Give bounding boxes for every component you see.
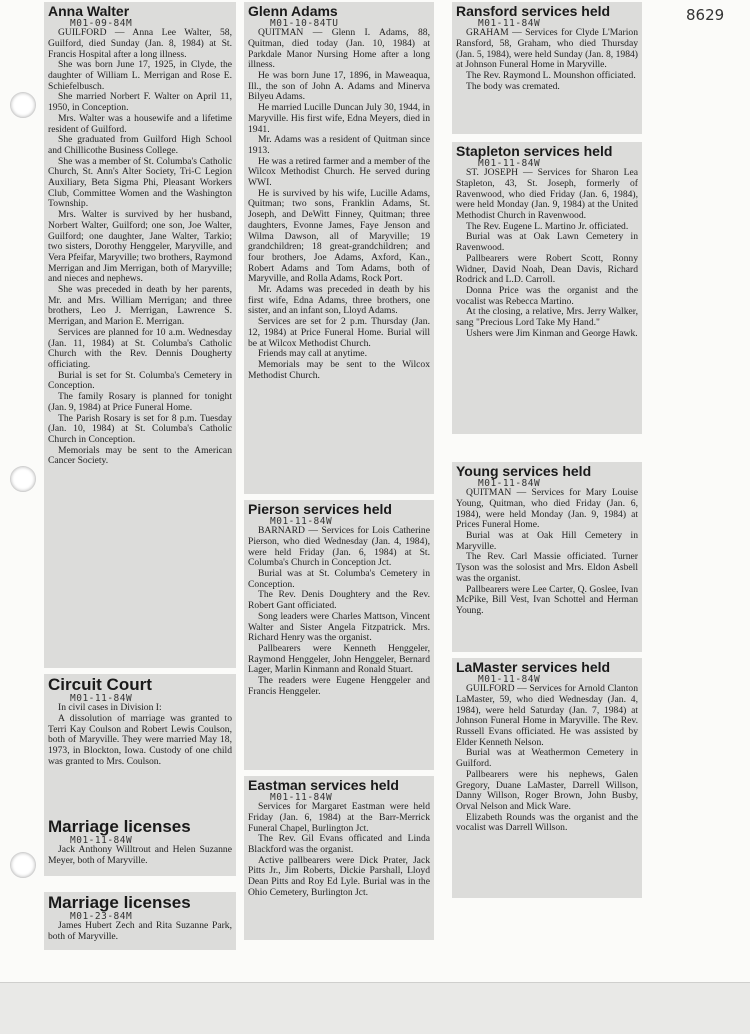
punch-hole [10,466,36,492]
clip-paragraph: The family Rosary is planned for tonight (Jan. 9, 1984) at Price Funeral Home. [48,391,232,413]
handwritten-note: M01-11-84W [478,673,541,685]
clip-paragraph: Memorials may be sent to the American Cancer Society. [48,444,232,467]
clip-title: Eastman services held [248,777,399,793]
clip-body [456,684,638,834]
clip-paragraph: He married Lucille Duncan July 30, 1944, in Maryville. His first wife, Edna Meyers, died in 1941. [248,102,430,135]
handwritten-note: M01-11-84W [270,515,333,527]
handwritten-note: M01-11-84W [478,477,541,489]
clip-paragraph: She graduated from Guilford High School and Chillicothe Business College. [48,134,232,156]
clipping-ransford-services [452,2,642,134]
handwritten-note: M01-09-84M [70,17,133,29]
clip-paragraph: James Hubert Zech and Rita Suzanne Park, both of Maryville. [48,920,232,943]
clip-paragraph: She was a member of St. Columba's Catholic Church, St. Ann's Alter Society, Tri-C Legion Auxiliary, Beta Sigma Phi, Pleasant Workers Club, Committee Women and the Washington Township. [48,155,232,210]
clip-title: Glenn Adams [248,3,338,19]
punch-hole [10,92,36,118]
clipping-stapleton-services [452,142,642,434]
clip-paragraph: Burial was at Oak Hill Cemetery in Maryville. [456,530,638,552]
handwritten-note: M01-11-84W [70,834,133,846]
clip-paragraph: The Rev. Raymond L. Mounshon officiated. [466,70,636,81]
clipping-glenn-adams [244,2,434,494]
clip-paragraph: QUITMAN — Glenn I. Adams, 88, Quitman, died today (Jan. 10, 1984) at Parkdale Manor Nursing Home after a long illness. [248,27,430,71]
clipping-lamaster-services [452,658,642,898]
handwritten-note: M01-11-84W [478,17,541,29]
clip-paragraph: Jack Anthony Willtrout and Helen Suzanne Meyer, both of Maryville. [48,844,232,867]
clip-paragraph: At the closing, a relative, Mrs. Jerry Walker, sang "Precious Lord Take My Hand." [456,306,638,329]
clip-paragraph: Burial is set for St. Columba's Cemetery in Conception. [48,369,232,392]
clip-paragraph: Pallbearers were Robert Scott, Ronny Widner, David Noah, Dean Davis, Richard Rodrick and L.D. Carroll. [456,252,638,286]
clip-body [48,28,232,467]
clip-body [248,28,430,381]
clip-paragraph: Pallbearers were Lee Carter, Q. Goslee, Ivan McPike, Bill Vest, Ivan Schottel and Herman Young. [456,583,638,616]
clip-paragraph: She was born June 17, 1925, in Clyde, the daughter of William L. Merrigan and Rose E. Schiefelbusch. [48,59,232,92]
clip-paragraph: He is survived by his wife, Lucille Adams, Quitman; two sons, Franklin Adams, St. Joseph, and DeWitt Finney, Quitman; three daughters, Evonne James, Faye Jenson and Wilma Dawson, all of Maryville; 19 grandchildren; 18 great-grandchildren; and four brothers, Joe Adams, Axford, Kan., Robert Adams and Tom Adams, both of Maryville, and Rolla Adams, Rock Port. [248,187,430,285]
handwritten-note: M01-11-84W [270,791,333,803]
clip-title: Marriage licenses [48,817,191,836]
clipping-young-services [452,462,642,652]
clip-paragraph: Pallbearers were his nephews, Galen Gregory, Duane LaMaster, Darrell Willson, Danny Willson, Roger Brown, John Busby, Orval Nelson and Mick Ware. [456,768,638,812]
handwritten-note: M01-10-84TU [270,17,339,29]
clip-title: Pierson services held [248,501,392,517]
clip-paragraph: The body was cremated. [466,80,560,92]
clip-paragraph: Friends may call at anytime. [258,348,367,360]
clip-paragraph: Donna Price was the organist and the vocalist was Rebecca Martino. [456,284,638,307]
clip-title: Ransford services held [456,3,611,19]
clip-body [48,921,232,942]
clip-paragraph: Burial was at Weathermon Cemetery in Guilford. [456,747,638,770]
page-bottom-edge [0,982,750,1034]
punch-hole [10,852,36,878]
clip-title: Marriage licenses [48,893,191,912]
clip-body [456,28,638,92]
clipping-marriage-licenses-1 [44,816,236,876]
clip-body [248,526,430,697]
clip-paragraph: Song leaders were Charles Mattson, Vincent Walter and Sister Angela Fitzpatrick. Mrs. Richard Henry was the organist. [248,610,430,644]
clip-paragraph: ST. JOSEPH — Services for Sharon Lea Stapleton, 43, St. Joseph, formerly of Ravenwood, who died Friday (Jan. 6, 1984), were held Monday (Jan. 9, 1984) at the United Methodist Church in Ravenwood. [456,167,638,221]
clip-body [248,802,430,898]
clip-paragraph: Active pallbearers were Dick Prater, Jack Pitts Jr., Jim Roberts, Dickie Parshall, Lloyd Dean Pitts and Roy Ed Lyle. Burial was in the Ohio Cemetery, Burlington Jct. [248,854,430,898]
clipping-marriage-licenses-2 [44,892,236,950]
clip-paragraph: The Parish Rosary is set for 8 p.m. Tuesday (Jan. 10, 1984) at St. Columba's Catholic Church in Conception. [48,412,232,445]
clipping-circuit-court [44,674,236,822]
clip-paragraph: Elizabeth Rounds was the organist and the vocalist was Darrell Willson. [456,811,638,834]
clip-paragraph: The readers were Eugene Henggeler and Francis Henggeler. [248,675,430,697]
clip-paragraph: He was a retired farmer and a member of the Wilcox Methodist Church. He served during WWI. [248,155,430,189]
clip-paragraph: Pallbearers were Kenneth Henggeler, Raymond Henggeler, John Henggeler, Bernard Lager, Marlin Kinmann and Ronald Stuart. [248,642,430,676]
clip-paragraph: Services are set for 2 p.m. Thursday (Jan. 12, 1984) at Price Funeral Home. Burial will be at Wilcox Methodist Church. [248,316,430,349]
clip-body [48,845,232,866]
clip-paragraph: The Rev. Gil Evans officated and Linda Blackford was the organist. [248,833,430,855]
clip-title: LaMaster services held [456,659,611,675]
handwritten-note: M01-11-84W [70,692,133,704]
clip-paragraph: Mrs. Walter was a housewife and a lifetime resident of Guilford. [48,112,232,135]
clip-paragraph: Services are planned for 10 a.m. Wednesday (Jan. 11, 1984) at St. Columba's Catholic Church with the Rev. Dennis Dougherty officiating. [48,326,232,370]
clip-paragraph: She married Norbert F. Walter on April 11, 1950, in Conception. [48,91,232,114]
clipping-pierson-services [244,500,434,770]
clip-paragraph: Ushers were Jim Kinman and George Hawk. [466,327,638,339]
clipping-anna-walter [44,2,236,668]
clip-paragraph: GUILFORD — Services for Arnold Clanton LaMaster, 59, who died Wednesday (Jan. 4, 1984), were held Saturday (Jan. 7, 1984) at Johnson Funeral Home in Maryville. The Rev. Russell Evans officiated. He was assisted by Elder Kenneth Nelson. [456,683,638,748]
clip-title: Circuit Court [48,675,152,694]
clip-paragraph: GRAHAM — Services for Clyde L'Marion Ransford, 58, Graham, who died Thursday (Jan. 5, 1984), were held Sunday (Jan. 8, 1984) at Johnson Funeral Home in Maryville. [456,27,638,71]
clipping-eastman-services [244,776,434,940]
clip-paragraph: The Rev. Carl Massie officiated. Turner Tyson was the solosist and Mrs. Eldon Asbell was the organist. [456,551,638,584]
handwritten-note: M01-23-84M [70,910,133,922]
clip-title: Stapleton services held [456,143,613,159]
clip-paragraph: Burial was at St. Columba's Cemetery in Conception. [248,568,430,590]
clip-paragraph: She was preceded in death by her parents, Mr. and Mrs. William Merrigan; and three brothers, Leo J. Merrigan, Lawrence S. Merrigan, and Marion E. Merrigan. [48,284,232,328]
clip-paragraph: The Rev. Denis Doughtery and the Rev. Robert Gant officiated. [248,589,430,612]
clip-paragraph: QUITMAN — Services for Mary Louise Young, Quitman, who died Friday (Jan. 6, 1984), were held Monday (Jan. 9, 1984) at Prices Funeral Home. [456,487,638,531]
clip-paragraph: Burial was at Oak Lawn Cemetery in Ravenwood. [456,231,638,254]
clip-paragraph: BARNARD — Services for Lois Catherine Pierson, who died Wednesday (Jan. 4, 1984), were held Friday (Jan. 6, 1984) at St. Columba's Church in Conception Jct. [248,525,430,569]
clip-paragraph: Memorials may be sent to the Wilcox Methodist Church. [248,358,430,381]
clip-title: Anna Walter [48,3,130,19]
clip-paragraph: GUILFORD — Anna Lee Walter, 58, Guilford, died Sunday (Jan. 8, 1984) at St. Francis Hospital after a long illness. [48,27,232,60]
page-number: 8629 [686,6,725,24]
clip-title: Young services held [456,463,592,479]
clip-paragraph: Mrs. Walter is survived by her husband, Norbert Walter, Guilford; one son, Joe Walter, Guilford; one daughter, Jane Walter, Tarkio; two sisters, Dorothy Henggeler, Maryville, and Vera Pfeifar, Maryville; two brothers, Raymond Merrigan and Jim Merrigan, both of Maryville; and nieces and nephews. [48,209,232,285]
clip-paragraph: The Rev. Eugene L. Martino Jr. officiated. [466,220,629,232]
clip-paragraph: He was born June 17, 1896, in Maweaqua, Ill., the son of John A. Adams and Minerva Bilyeu Adams. [248,70,430,103]
clip-paragraph: Mr. Adams was preceded in death by his first wife, Edna Adams, three brothers, one sister, and an infant son, Lloyd Adams. [248,284,430,317]
clip-body [456,488,638,616]
clip-paragraph: Services for Margaret Eastman were held Friday (Jan. 6, 1984) at the Barr-Merrick Funeral Chapel, Burlington Jct. [248,801,430,834]
clip-paragraph: A dissolution of marriage was granted to Terri Kay Coulson and Robert Lewis Coulson, both of Maryville. They were married May 18, 1973, in Blockton, Iowa. Custody of one child was granted to Mrs. Coulson. [48,713,232,767]
clip-paragraph: Mr. Adams was a resident of Quitman since 1913. [248,134,430,156]
clip-body [456,168,638,339]
handwritten-note: M01-11-84W [478,157,541,169]
clip-body [48,703,232,767]
clip-paragraph: In civil cases in Division I: [58,702,162,714]
